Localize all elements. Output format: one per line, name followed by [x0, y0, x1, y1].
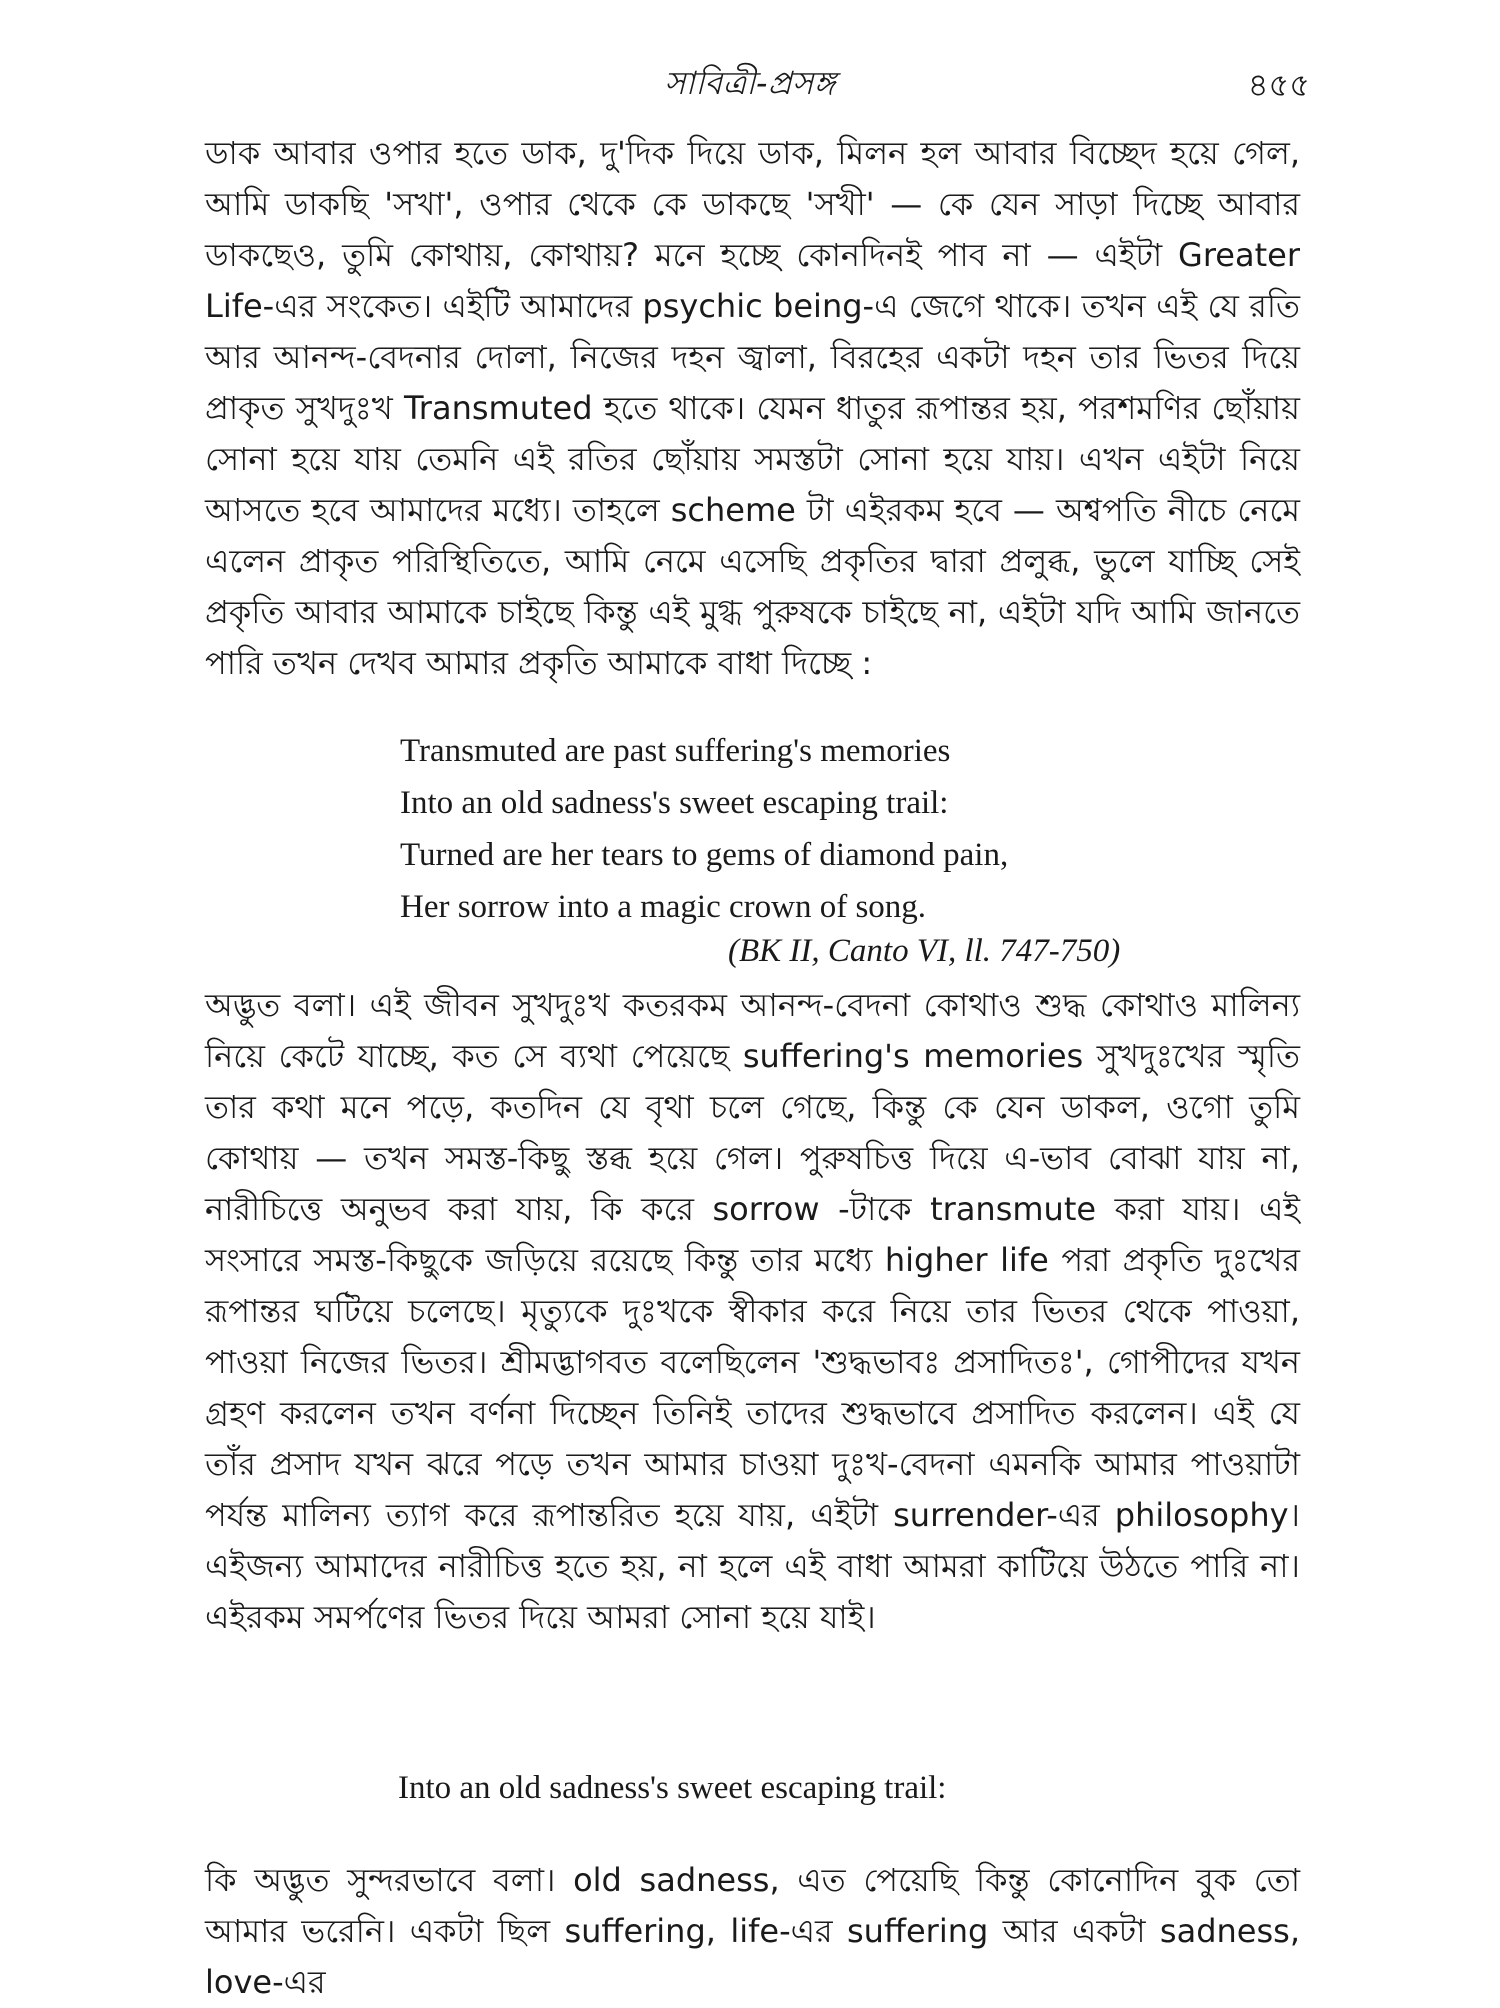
verse-citation: (BK II, Canto VI, ll. 747-750)	[728, 933, 1121, 969]
paragraph: কি অদ্ভুত সুন্দরভাবে বলা। old sadness, এত পেয়েছি কিন্তু কোনোদিন বুক তো আমার ভরেনি। একটা ছিল suffering, life-এর suffering আর একটা sadness, love-এর	[205, 1861, 1300, 2001]
paragraph: ডাক আবার ওপার হতে ডাক, দু'দিক দিয়ে ডাক, মিলন হল আবার বিচ্ছেদ হয়ে গেল, আমি ডাকছি 'সখা', ওপার থেকে কে ডাকছে 'সখী' — কে যেন সাড়া দিচ্ছে আবার ডাকছেও, তুমি কোথায়, কোথায়? মনে হচ্ছে কোনদিনই পাব না — এইটা Greater Life-এর সংকেত। এইটি আমাদের psychic being-এ জেগে থাকে। তখন এই যে রতি আর আনন্দ-বেদনার দোলা, নিজের দহন জ্বালা, বিরহের একটা দহন তার ভিতর দিয়ে প্রাকৃত সুখদুঃখ Transmuted হতে থাকে। যেমন ধাতুর রূপান্তর হয়, পরশমণির ছোঁয়ায় সোনা হয়ে যায় তেমনি এই রতির ছোঁয়ায় সমস্তটা সোনা হয়ে যায়। এখন এইটা নিয়ে আসতে হবে আমাদের মধ্যে। তাহলে scheme টা এইরকম হবে — অশ্বপতি নীচে নেমে এলেন প্রাকৃত পরিস্থিতিতে, আমি নেমে এসেছি প্রকৃতির দ্বারা প্রলুব্ধ, ভুলে যাচ্ছি সেই প্রকৃতি আবার আমাকে চাইছে কিন্তু এই মুগ্ধ পুরুষকে চাইছে না, এইটা যদি আমি জানতে পারি তখন দেখব আমার প্রকৃতি আমাকে বাধা দিচ্ছে :	[205, 134, 1300, 682]
running-head	[0, 50, 1500, 110]
quoted-line: Into an old sadness's sweet escaping trail:	[398, 1770, 947, 1806]
verse-line: Her sorrow into a magic crown of song.	[400, 889, 927, 925]
verse-line: Into an old sadness's sweet escaping trail:	[400, 785, 949, 821]
page-number: ৪৫৫	[1247, 66, 1310, 104]
verse-line: Turned are her tears to gems of diamond pain,	[400, 837, 1009, 873]
verse-block	[400, 725, 1008, 933]
verse-line: Transmuted are past suffering's memories	[400, 733, 951, 769]
running-title: সাবিত্রী-প্রসঙ্গ	[664, 64, 836, 102]
paragraph: অদ্ভুত বলা। এই জীবন সুখদুঃখ কতরকম আনন্দ-বেদনা কোথাও শুদ্ধ কোথাও মালিন্য নিয়ে কেটে যাচ্ছে, কত সে ব্যথা পেয়েছে suffering's memories সুখদুঃখের স্মৃতি তার কথা মনে পড়ে, কতদিন যে বৃথা চলে গেছে, কিন্তু কে যেন ডাকল, ওগো তুমি কোথায় — তখন সমস্ত-কিছু স্তব্ধ হয়ে গেল। পুরুষচিত্ত দিয়ে এ-ভাব বোঝা যায় না, নারীচিত্তে অনুভব করা যায়, কি করে sorrow -টাকে transmute করা যায়। এই সংসারে সমস্ত-কিছুকে জড়িয়ে রয়েছে কিন্তু তার মধ্যে higher life পরা প্রকৃতি দুঃখের রূপান্তর ঘটিয়ে চলেছে। মৃত্যুকে দুঃখকে স্বীকার করে নিয়ে তার ভিতর থেকে পাওয়া, পাওয়া নিজের ভিতর। শ্রীমদ্ভাগবত বলেছিলেন 'শুদ্ধভাবঃ প্রসাদিতঃ', গোপীদের যখন গ্রহণ করলেন তখন বর্ণনা দিচ্ছেন তিনিই তাদের শুদ্ধভাবে প্রসাদিত করলেন। এই যে তাঁর প্রসাদ যখন ঝরে পড়ে তখন আমার চাওয়া দুঃখ-বেদনা এমনকি আমার পাওয়াটা পর্যন্ত মালিন্য ত্যাগ করে রূপান্তরিত হয়ে যায়, এইটা surrender-এর philosophy। এইজন্য আমাদের নারীচিত্ত হতে হয়, না হলে এই বাধা আমরা কাটিয়ে উঠতে পারি না। এইরকম সমর্পণের ভিতর দিয়ে আমরা সোনা হয়ে যাই।	[205, 986, 1300, 1636]
